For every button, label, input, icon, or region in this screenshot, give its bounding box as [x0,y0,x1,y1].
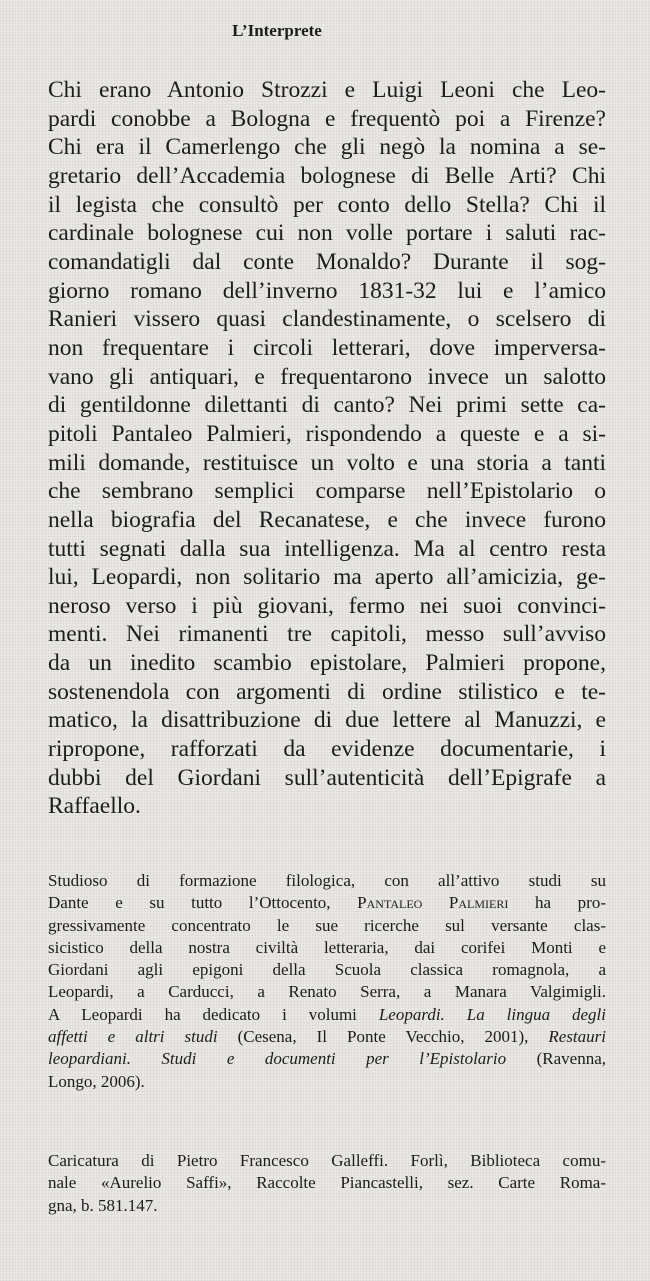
body-text-line: pardi conobbe a Bologna e frequentò poi a Firenze? [48,105,606,132]
body-text-line: neroso verso i più giovani, fermo nei suoi convinci- [48,592,606,619]
body-text-line: da un inedito scambio epistolare, Palmieri propone, [48,650,606,677]
image-caption [48,1150,606,1217]
bio-text-segment: ha pro- [508,893,606,913]
body-text-line: sostenendola con argomenti di ordine stilistico e te- [48,678,606,705]
bio-line: Leopardi, a Carducci, a Renato Serra, a Manara Valgimigli. [48,982,606,1002]
body-text-line: Chi erano Antonio Strozzi e Luigi Leoni che Leo- [48,77,606,103]
bio-text-segment: A Leopardi ha dedicato i volumi [48,1004,379,1024]
body-text-line: Ranieri vissero quasi clandestinamente, o scelsero di [48,306,606,333]
book-title: Leopardi. La lingua degli [378,1004,607,1024]
body-text-line: di gentildonne dilettanti di canto? Nei primi sette ca- [48,392,606,419]
body-text-line: non frequentare i circoli letterari, dove imperversa- [48,334,606,361]
body-text-line: il legista che consultò per conto dello Stella? Chi il [48,191,606,218]
body-text-line: ripropone, rafforzati da evidenze documentarie, i [48,736,606,763]
bio-line: Longo, 2006). [48,1071,145,1091]
body-text-line: menti. Nei rimanenti tre capitoli, messo sull’avviso [48,621,606,648]
bio-line [48,1048,606,1070]
body-text-line: giorno romano dell’inverno 1831-32 lui e l’amico [48,277,606,304]
bio-text-segment: Dante e su tutto l’Ottocento, [48,893,358,913]
bio-line: Studioso di formazione filologica, con all’attivo studi su [48,871,606,890]
body-text-line: matico, la disattribuzione di due lettere al Manuzzi, e [48,707,606,734]
body-text-line: lui, Leopardi, non solitario ma aperto all’amicizia, ge- [48,564,606,591]
bio-line [48,1004,606,1026]
page-title: L’Interprete [232,21,322,40]
author-bio [48,870,606,1093]
caption-line: gna, b. 581.147. [48,1195,158,1215]
bio-line: gressivamente concentrato le sue ricerche sul versante clas- [48,915,606,935]
caption-line: Caricatura di Pietro Francesco Galleffi. Forlì, Biblioteca comu- [48,1151,606,1170]
caption-line: nale «Aurelio Saffi», Raccolte Piancastelli, sez. Carte Roma- [48,1173,606,1193]
bio-text-segment: (Cesena, Il Ponte Vecchio, 2001), [217,1027,549,1047]
book-title: leopardiani. Studi e documenti per l’Epistolario [48,1049,507,1069]
body-text-line: pitoli Pantaleo Palmieri, rispondendo a queste e a si- [48,420,606,447]
body-text-line: gretario dell’Accademia bolognese di Belle Arti? Chi [48,162,606,189]
body-text-line: cardinale bolognese cui non volle portare i saluti rac- [48,220,606,247]
bio-text-segment: (Ravenna, [506,1049,606,1069]
author-name: Pantaleo Palmieri [357,893,509,913]
body-text-line: tutti segnati dalla sua intelligenza. Ma al centro resta [48,535,606,562]
body-text-line: Raffaello. [48,793,141,820]
body-text-line: vano gli antiquari, e frequentarono invece un salotto [48,363,606,390]
body-text-line: che sembrano semplici comparse nell’Epistolario o [48,478,606,505]
bio-line: Giordani agli epigoni della Scuola classica romagnola, a [48,960,606,980]
book-title: affetti e altri studi [48,1027,218,1047]
body-text-line: nella biografia del Recanatese, e che invece furono [48,506,606,533]
body-text-line: dubbi del Giordani sull’autenticità dell’Epigrafe a [48,764,606,791]
bio-line: sicistico della nostra civiltà letteraria, dai corifei Monti e [48,937,606,957]
bio-line [48,1026,606,1048]
body-text-line: comandatigli dal conte Monaldo? Durante il sog- [48,248,606,275]
book-title: Restauri [548,1027,606,1047]
main-paragraph [48,76,606,821]
body-text-line: Chi era il Camerlengo che gli negò la nomina a se- [48,134,606,161]
body-text-line: mili domande, restituisce un volto e una storia a tanti [48,449,606,476]
bio-line [48,892,606,914]
